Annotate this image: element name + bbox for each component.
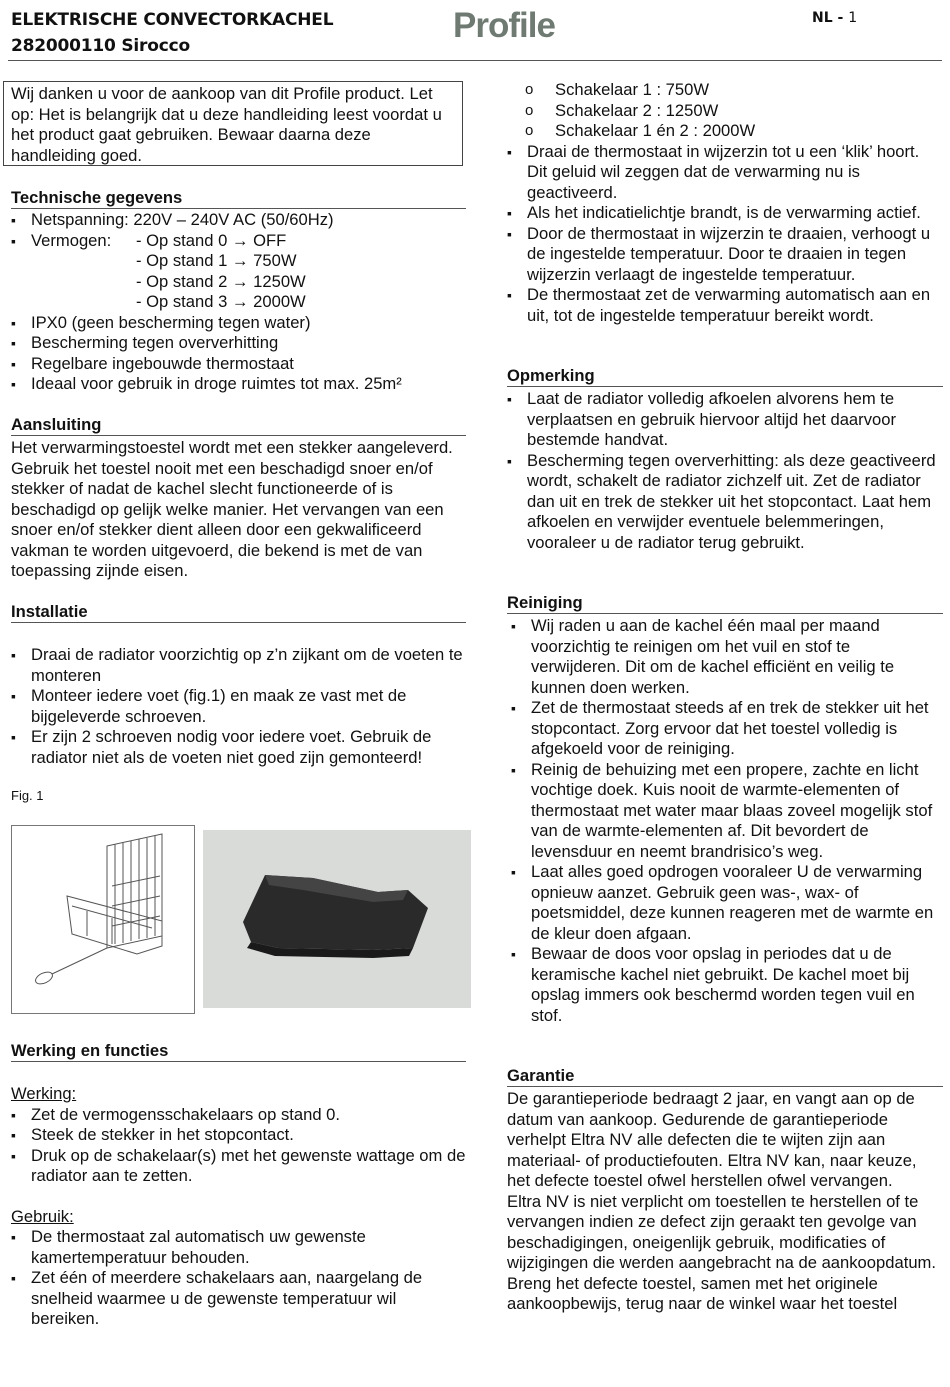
tech-item: ▪ Bescherming tegen oververhitting (11, 333, 466, 354)
tech-item: ▪ IPX0 (geen bescherming tegen water) (11, 313, 466, 334)
werking-section (11, 1084, 466, 1330)
switch-item: o Schakelaar 1 én 2 : 2000W (507, 121, 943, 142)
werking-item: ▪ Steek de stekker in het stopcontact. (11, 1125, 466, 1146)
header-divider (8, 60, 942, 61)
power-value: - Op stand 2 → 1250W (136, 271, 306, 291)
garantie-paragraph: Breng het defecte toestel, samen met het originele aankoopbewijs, terug naar de winkel waar het toestel (507, 1273, 898, 1313)
reiniging-item: ▪ Laat alles goed opdrogen vooraleer U de verwarming opnieuw aanzet. Gebruik geen was-, wax- of poetsmiddel, deze kunnen reageren met de warmte en de kleur doen afgaan. (511, 862, 943, 944)
screwdriver-sketch-icon (12, 826, 194, 1013)
gebruik-item: ▪ Zet één of meerdere schakelaars aan, naargelang de snelheid waarmee u de gewenste temperatuur wil bereiken. (11, 1268, 466, 1330)
section-heading-reiniging: Reiniging (507, 593, 943, 614)
power-value: - Op stand 1 → 750W (136, 251, 297, 270)
opmerking-item: ▪ Laat de radiator volledig afkoelen alvorens hem te verplaatsen en gebruik hiervoor altijd het daarvoor bestemde handvat. (507, 389, 943, 451)
foot-mounting-sketch (11, 825, 195, 1014)
tech-voltage: ▪ Netspanning: 220V – 240V AC (50/60Hz) (11, 210, 466, 231)
aansluiting-text: Het verwarmingstoestel wordt met een stekker aangeleverd. Gebruik het toestel nooit met een beschadigd snoer en/of stekker of nadat de kachel slecht functioneerde of is beschadigd op gelijk welke manier. Het vervangen van een snoer en/of stekker dient alleen door een gekwalificeerd vakman te worden uitgevoerd, die bekend is met de van toepassing zijnde eisen. (11, 438, 453, 580)
section-heading-tech: Technische gegevens (11, 188, 466, 209)
tech-section (11, 210, 466, 395)
tech-item: ▪ Ideaal voor gebruik in droge ruimtes tot max. 25m² (11, 374, 466, 395)
reiniging-item: ▪ Bewaar de doos voor opslag in periodes dat u de keramische kachel niet gebruikt. De kachel moet bij opslag immers ook beschermd worden tegen vuil en stof. (511, 944, 943, 1026)
installatie-item: ▪ Er zijn 2 schroeven nodig voor iedere voet. Gebruik de radiator niet als de voeten niet goed zijn gemonteerd! (11, 727, 466, 768)
switch-item: o Schakelaar 2 : 1250W (507, 101, 943, 122)
reiniging-item: ▪ Wij raden u aan de kachel één maal per maand voorzichtig te reinigen om het vuil en stof te verwijderen. Dit om de kachel efficiënt en veilig te kunnen doen werken. (511, 616, 943, 698)
werking-subheading: Werking: (11, 1084, 77, 1103)
reiniging-list (507, 616, 943, 1026)
reiniging-item: ▪ Zet de thermostaat steeds af en trek de stekker uit het stopcontact. Zorg ervoor dat het toestel volledig is afgekoeld voor de reiniging. (511, 698, 943, 760)
figure-label: Fig. 1 (11, 788, 44, 803)
page-num-value: 1 (848, 10, 858, 26)
power-value: - Op stand 3 → 2000W (136, 292, 306, 311)
installatie-item: ▪ Draai de radiator voorzichtig op z’n zijkant om de voeten te monteren (11, 645, 466, 686)
installatie-item: ▪ Monteer iedere voet (fig.1) en maak ze vast met de bijgeleverde schroeven. (11, 686, 466, 727)
document-title (11, 7, 333, 59)
section-heading-installatie: Installatie (11, 602, 466, 623)
foot-photo (203, 830, 471, 1008)
werking-item: ▪ Zet de vermogensschakelaars op stand 0. (11, 1105, 466, 1126)
profile-logo: Profile (453, 6, 555, 45)
power-label: ▪ Vermogen: (31, 230, 112, 250)
tech-item: ▪ Regelbare ingebouwde thermostaat (11, 354, 466, 375)
radiator-foot-icon (203, 830, 471, 1008)
gebruik-item: ▪ De thermostaat zal automatisch uw gewenste kamertemperatuur behouden. (11, 1227, 466, 1268)
section-heading-opmerking: Opmerking (507, 366, 943, 387)
power-value: - Op stand 0 → OFF (136, 230, 287, 250)
thermostat-item: ▪ Als het indicatielichtje brandt, is de verwarming actief. (507, 203, 943, 224)
gebruik-subheading: Gebruik: (11, 1206, 74, 1226)
garantie-paragraph: Eltra NV is niet verplicht om toestellen te herstellen of te vervangen indien ze defect zijn geraakt ten gevolge van beschadigingen, oneigenlijk gebruik, modificaties of wijzigingen die werden aangebracht na de aankoopdatum. (507, 1191, 936, 1272)
garantie-section (507, 1089, 943, 1315)
page-number (812, 10, 857, 26)
title-line-1: ELEKTRISCHE CONVECTORKACHEL (11, 10, 334, 30)
section-heading-aansluiting: Aansluiting (11, 415, 466, 436)
title-line-2: 282000110 Sirocco (11, 36, 190, 56)
switch-item: o Schakelaar 1 : 750W (507, 80, 943, 101)
intro-box: Wij danken u voor de aankoop van dit Profile product. Let op: Het is belangrijk dat u deze handleiding leest voordat u het product gaat gebruiken. Bewaar daarna deze handleiding goed. (3, 81, 463, 166)
thermostat-item: ▪ Draai de thermostaat in wijzerzin tot u een ‘klik’ hoort. Dit geluid wil zeggen dat de verwarming nu is geactiveerd. (507, 142, 943, 204)
page-separator: - (832, 10, 849, 26)
opmerking-item: ▪ Bescherming tegen oververhitting: als deze geactiveerd wordt, schakelt de radiator zichzelf uit. Zet de radiator dan uit en trek de stekker uit het stopcontact. Laat hem afkoelen en verwijder eventuele belemmeringen, vooraleer u de radiator terug gebruikt. (507, 451, 943, 554)
tech-power (11, 231, 466, 313)
werking-item: ▪ Druk op de schakelaar(s) met het gewenste wattage om de radiator aan te zetten. (11, 1146, 466, 1187)
section-heading-werking: Werking en functies (11, 1041, 466, 1062)
thermostat-item: ▪ Door de thermostaat in wijzerzin te draaien, verhoogt u de ingestelde temperatuur. Door te draaien in tegen wijzerzin verlaagt de ingestelde temperatuur. (507, 224, 943, 286)
opmerking-list (507, 389, 943, 553)
section-heading-garantie: Garantie (507, 1066, 943, 1087)
thermostat-item: ▪ De thermostaat zet de verwarming automatisch aan en uit, tot de ingestelde temperatuur bereikt wordt. (507, 285, 943, 326)
page-lang: NL (812, 10, 833, 26)
garantie-paragraph: De garantieperiode bedraagt 2 jaar, en vangt aan op de datum van aankoop. Gedurende de garantieperiode verhelpt Eltra NV alle defecten die te wijten zijn aan materiaal- of productiefouten. Eltra NV kan, naar keuze, het defecte toestel ofwel herstellen ofwel vervangen. (507, 1089, 917, 1190)
right-top-section (507, 80, 943, 326)
installatie-list (11, 645, 466, 768)
reiniging-item: ▪ Reinig de behuizing met een propere, zachte en licht vochtige doek. Kuis nooit de warmte-elementen of thermostaat met water maar blaas zoveel mogelijk stof van de warmte-elementen af. Dit bevordert de levensduur en neemt brandrisico’s weg. (511, 760, 943, 863)
